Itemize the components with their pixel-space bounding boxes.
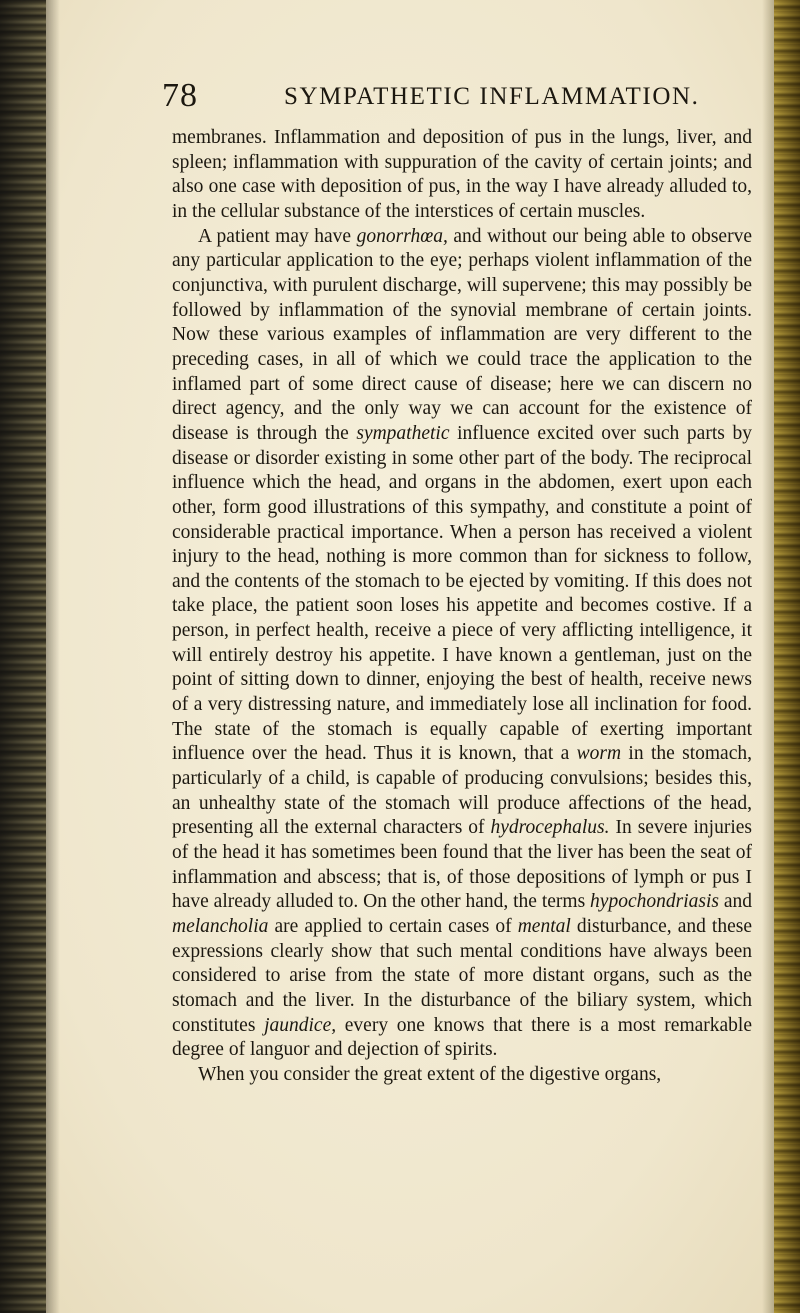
italic-term: sympathetic [356,422,450,444]
text-run: are applied to certain cases of [268,916,518,937]
italic-term: gonorrhœa, [356,225,448,247]
text-run: every one knows that there is a most remarkable degree of languor and dejection of spirits. [172,1014,752,1061]
italic-term: jaundice, [264,1014,337,1036]
italic-term: hydrocephalus. [490,817,610,839]
italic-term: worm [576,743,622,765]
paragraph-2 [172,225,752,1063]
page-number: 78 [162,77,198,114]
text-run: disturbance, and these expressions clearly show that such mental conditions have always been considered to arise from the state of more distant organs, such as the stomach and the liver. In the disturbance of the biliary system, which constitutes [172,916,752,1036]
italic-term: mental [517,916,571,937]
text-run: in the stomach, particularly of a child, is capable of producing convulsions; besides this, an unhealthy state of the stomach will produce affections of the head, presenting all the external characters of [172,743,752,839]
italic-term: melancholia [172,916,269,937]
paragraph-3: When you consider the great extent of the digestive organs, [198,1063,662,1085]
text-run: influence excited over such parts by disease or disorder existing in some other part of the body. The reciprocal influence which the head, and organs in the abdomen, exert upon each other, form good illustrations of this sympathy, and constitute a point of considerable practical importance. When a person has received a violent injury to the head, nothing is more common than for sickness to follow, and the contents of the stomach to be ejected by vomiting. If this does not take place, the patient soon loses his appetite and becomes costive. If a person, in perfect health, receive a piece of very afflicting intelligence, it will entirely destroy his appetite. I have known a gentleman, just on the point of sitting down to dinner, enjoying the best of health, receive news of a very distressing nature, and immediately lose all inclination for food. The state of the stomach is equally capable of exerting important influence over the head. Thus it is known, that a [172,422,752,765]
text-run: In severe injuries of the head it has sometimes been found that the liver has been the seat of inflammation and abscess; that is, of those depositions of lymph or pus I have already alluded to. On the other hand, the terms [172,817,752,913]
running-head: SYMPATHETIC INFLAMMATION. [284,83,700,110]
italic-term: hypochondriasis [590,891,719,913]
text-run: and [718,891,753,913]
page-header [0,76,800,116]
paragraph-1: membranes. Inflammation and deposition of pus in the lungs, liver, and spleen; inflammation with suppuration of the cavity of certain joints; and also one case with deposition of pus, in the way I have already alluded to, in the cellular substance of the interstices of certain muscles. [172,127,752,222]
book-binding-gutter [0,0,46,1313]
page-edge [774,0,800,1313]
text-run: A patient may have [198,225,357,247]
body-text [172,126,752,1088]
text-run: and without our being able to observe any particular application to the eye; perhaps violent inflammation of the conjunctiva, with purulent discharge, will supervene; this may possibly be followed by inflammation of the synovial membrane of certain joints. Now these various examples of inflammation are very different to the preceding cases, in all of which we could trace the application to the inflamed part of some direct cause of disease; here we can discern no direct agency, and the only way we can account for the existence of disease is through the [172,225,752,444]
